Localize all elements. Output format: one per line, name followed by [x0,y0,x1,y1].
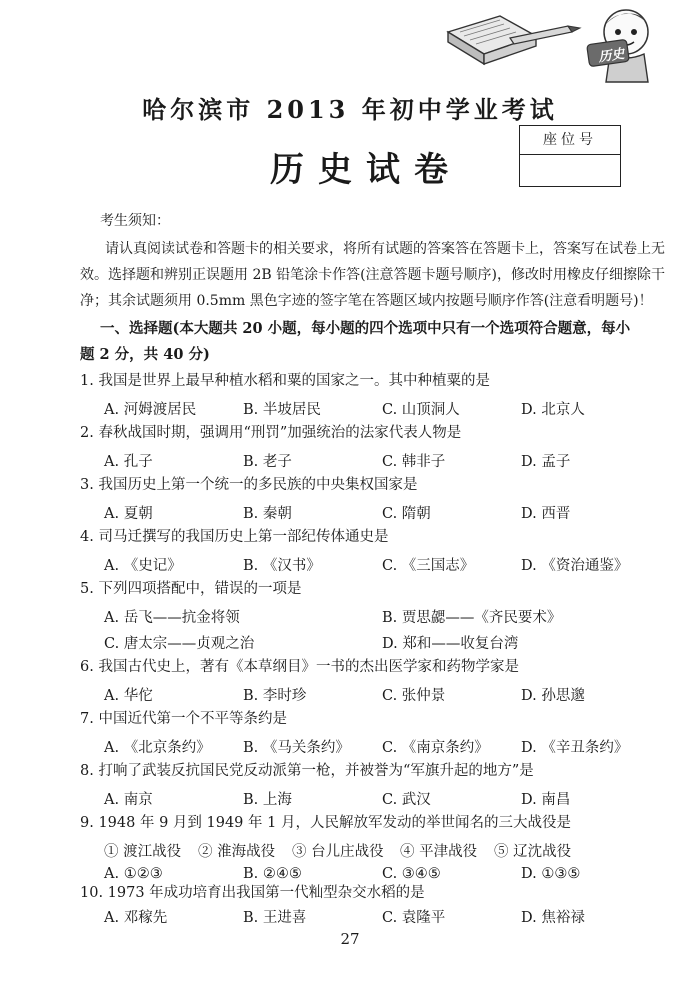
notice-line-3: 净；其余试题须用 0.5mm 黑色字迹的签字笔在答题区域内按题号顺序作答(注意看明题号)！ [80,293,653,309]
question-4-option-a[interactable]: A. 《史记》 [104,558,182,574]
badge-text: 历史 [597,46,626,66]
question-6-option-c[interactable]: C. 张仲景 [382,688,446,704]
question-5-option-a[interactable]: A. 岳飞——抗金将领 [104,610,240,626]
question-7-option-d[interactable]: D. 《辛丑条约》 [521,740,629,756]
question-9-option-d[interactable]: D. ①③⑤ [521,866,581,882]
question-1-option-c[interactable]: C. 山顶洞人 [382,402,460,418]
question-6-option-b[interactable]: B. 李时珍 [243,688,307,704]
seat-number-label: 座位号 [520,126,620,155]
notice-line-2: 效。选择题和辨别正误题用 2B 铅笔涂卡作答(注意答题卡题号顺序)，修改时用橡皮仔细擦除干 [80,267,666,283]
question-2-option-c[interactable]: C. 韩非子 [382,454,446,470]
question-1-option-a[interactable]: A. 河姆渡居民 [104,402,197,418]
paper-subtitle: 历史试卷 [270,150,462,190]
cartoon-student-icon [587,10,648,82]
question-8-option-b[interactable]: B. 上海 [243,792,292,808]
question-1-option-b[interactable]: B. 半坡居民 [243,402,321,418]
question-4-option-c[interactable]: C. 《三国志》 [382,558,475,574]
question-3-option-b[interactable]: B. 秦朝 [243,506,292,522]
question-9-option-b[interactable]: B. ②④⑤ [243,866,302,882]
question-7-option-b[interactable]: B. 《马关条约》 [243,740,350,756]
question-5-stem: 5. 下列四项搭配中，错误的一项是 [80,581,302,597]
question-4-option-b[interactable]: B. 《汉书》 [243,558,321,574]
question-10-option-b[interactable]: B. 王进喜 [243,910,307,926]
seat-number-box[interactable] [519,125,621,187]
header-illustration [440,2,660,84]
question-2-option-a[interactable]: A. 孔子 [104,454,153,470]
question-1-option-d[interactable]: D. 北京人 [521,402,585,418]
question-9-item-1: ① 渡江战役 [104,844,182,860]
question-9-stem: 9. 1948 年 9 月到 1949 年 1 月，人民解放军发动的举世闻名的三大战役是 [80,815,571,831]
question-9-option-a[interactable]: A. ①②③ [104,866,163,882]
question-4-stem: 4. 司马迁撰写的我国历史上第一部纪传体通史是 [80,529,389,545]
question-2-option-d[interactable]: D. 孟子 [521,454,571,470]
question-10-option-c[interactable]: C. 袁隆平 [382,910,446,926]
question-10-stem: 10. 1973 年成功培育出我国第一代籼型杂交水稻的是 [80,885,425,901]
question-8-stem: 8. 打响了武装反抗国民党反动派第一枪，并被誉为“军旗升起的地方”是 [80,763,534,779]
question-6-option-d[interactable]: D. 孙思邈 [521,688,585,704]
question-3-stem: 3. 我国历史上第一个统一的多民族的中央集权国家是 [80,477,418,493]
question-8-option-c[interactable]: C. 武汉 [382,792,431,808]
question-6-option-a[interactable]: A. 华佗 [104,688,153,704]
question-1-stem: 1. 我国是世界上最早种植水稻和粟的国家之一。其中种植粟的是 [80,373,490,389]
question-3-option-c[interactable]: C. 隋朝 [382,506,431,522]
question-7-option-c[interactable]: C. 《南京条约》 [382,740,489,756]
question-7-option-a[interactable]: A. 《北京条约》 [104,740,211,756]
question-4-option-d[interactable]: D. 《资治通鉴》 [521,558,629,574]
question-10-option-d[interactable]: D. 焦裕禄 [521,910,585,926]
question-10-option-a[interactable]: A. 邓稼先 [104,910,168,926]
page-number: 27 [340,930,360,948]
question-5-option-c[interactable]: C. 唐太宗——贞观之治 [104,636,255,652]
exam-title: 哈尔滨市 2013 年初中学业考试 [142,95,558,124]
question-9-option-c[interactable]: C. ③④⑤ [382,866,441,882]
question-2-stem: 2. 春秋战国时期，强调用“刑罚”加强统治的法家代表人物是 [80,425,462,441]
section-heading-line-1: 一、选择题(本大题共 20 小题，每小题的四个选项中只有一个选项符合题意，每小 [100,320,631,337]
question-2-option-b[interactable]: B. 老子 [243,454,292,470]
notice-line-1: 请认真阅读试卷和答题卡的相关要求，将所有试题的答案答在答题卡上，答案写在试卷上无 [105,241,665,257]
section-heading-line-2: 题 2 分，共 40 分) [80,346,210,363]
question-8-option-d[interactable]: D. 南昌 [521,792,571,808]
question-9-item-5: ⑤ 辽沈战役 [494,844,572,860]
question-9-item-3: ③ 台儿庄战役 [292,844,384,860]
question-8-option-a[interactable]: A. 南京 [104,792,153,808]
question-9-item-4: ④ 平津战役 [400,844,478,860]
question-9-item-2: ② 淮海战役 [198,844,276,860]
question-3-option-a[interactable]: A. 夏朝 [104,506,153,522]
question-5-option-b[interactable]: B. 贾思勰——《齐民要术》 [382,610,562,626]
question-6-stem: 6. 我国古代史上，著有《本草纲目》一书的杰出医学家和药物学家是 [80,659,519,675]
question-3-option-d[interactable]: D. 西晋 [521,506,571,522]
notice-heading: 考生须知： [100,213,170,229]
question-7-stem: 7. 中国近代第一个不平等条约是 [80,711,287,727]
question-5-option-d[interactable]: D. 郑和——收复台湾 [382,636,519,652]
